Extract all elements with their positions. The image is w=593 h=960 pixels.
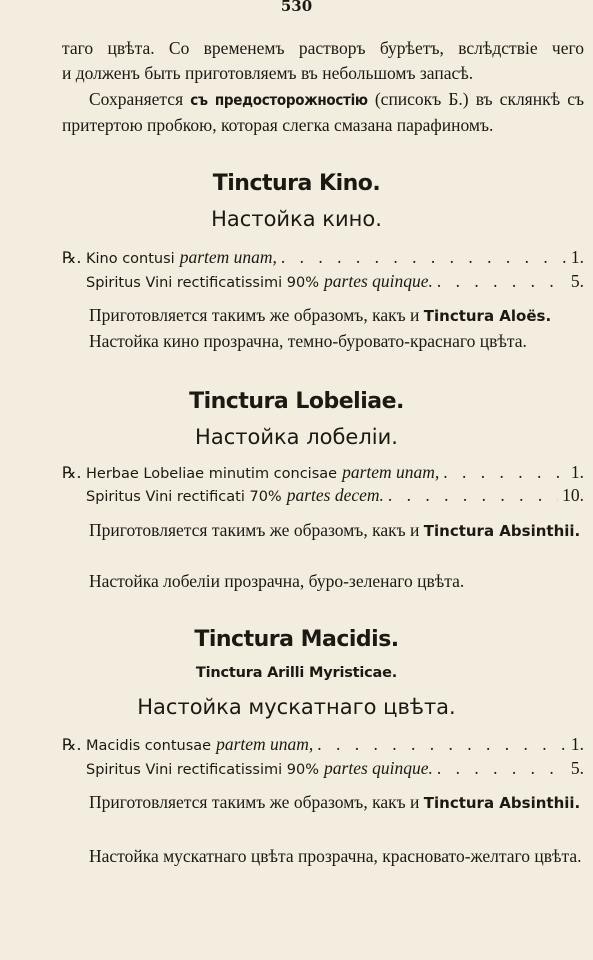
macis-ingredient-2: [62, 756, 584, 782]
ingredient-amount: partes decem.: [286, 485, 384, 505]
kino-title: Tinctura Kino.: [212, 171, 381, 196]
lobelia-description: Настойка лобеліи прозрачна, буро-зеленаго цвѣта.: [89, 571, 465, 591]
ingredient-amount: partem unam,: [179, 247, 277, 267]
ingredient-name: Macidis contusae: [86, 738, 212, 754]
ingredient-qty: 5.: [570, 758, 584, 778]
kino-ingredient-1: [62, 245, 584, 271]
ingredient-amount: partes quinque.: [324, 271, 433, 291]
prep-text: Приготовляется такимъ же образомъ, какъ и: [89, 305, 420, 325]
kino-preparation: [62, 303, 584, 329]
recipe-symbol: ℞.: [62, 735, 82, 754]
ingredient-amount: partem unam,: [342, 462, 440, 482]
prep-text: Приготовляется такимъ же образомъ, какъ и: [89, 792, 420, 812]
lobelia-preparation: [62, 518, 584, 544]
ingredient-qty: 1.: [570, 247, 584, 267]
leader-dots: [388, 483, 558, 507]
leader-dots: [281, 245, 567, 269]
leader-dots: [317, 732, 567, 756]
ingredient-qty: 10.: [562, 485, 584, 505]
prep-text: Приготовляется такимъ же образомъ, какъ и: [89, 520, 420, 540]
prep-reference: Tinctura Absinthii.: [423, 794, 581, 812]
ingredient-amount: partes quinque.: [324, 758, 433, 778]
leader-dots: [443, 460, 567, 484]
ingredient-name: Herbae Lobeliae minutim concisae: [86, 466, 338, 482]
storage-emphasis: съ предосторожностію: [190, 91, 368, 109]
prep-reference: Tinctura Aloës.: [423, 307, 552, 325]
ingredient-qty: 1.: [570, 462, 584, 482]
prep-reference: Tinctura Absinthii.: [423, 522, 581, 540]
ingredient-name: Spiritus Vini rectificatissimi 90%: [86, 762, 320, 778]
ingredient-qty: 1.: [570, 734, 584, 754]
ingredient-qty: 5.: [570, 271, 584, 291]
ingredient-name: Spiritus Vini rectificati 70%: [86, 489, 282, 505]
page-number: 530: [280, 0, 313, 15]
ingredient-amount: partem unam,: [216, 734, 314, 754]
macis-russian-title: Настойка мускатнаго цвѣта.: [137, 695, 456, 719]
macis-subtitle: Tinctura Arilli Myristicae.: [195, 665, 398, 681]
storage-text-pre: Сохраняется: [89, 89, 184, 109]
macis-ingredient-1: [62, 732, 584, 758]
macis-preparation: [62, 790, 584, 816]
storage-paragraph: [62, 87, 584, 138]
recipe-symbol: ℞.: [62, 463, 82, 482]
leader-dots: [437, 269, 567, 293]
lobelia-russian-title: Настойка лобеліи.: [195, 425, 398, 449]
kino-russian-title: Настойка кино.: [211, 207, 382, 231]
kino-description: Настойка кино прозрачна, темно-буровато-краснаго цвѣта.: [89, 331, 527, 351]
ingredient-name: Kino contusi: [86, 251, 175, 267]
lobelia-title: Tinctura Lobeliae.: [189, 389, 404, 414]
lobelia-ingredient-2: [62, 483, 584, 509]
intro-line-1: таго цвѣта. Со временемъ растворъ бурѣетъ, вслѣдствіе чего: [62, 38, 584, 58]
recipe-symbol: ℞.: [62, 248, 82, 267]
kino-ingredient-2: [62, 269, 584, 295]
intro-line-2: и долженъ быть приготовляемъ въ небольшомъ запасѣ.: [62, 63, 474, 83]
leader-dots: [437, 756, 567, 780]
storage-text-post: (списокъ Б.) въ склянкѣ съ притертою пробкою, которая слегка смазана парафиномъ.: [62, 89, 585, 135]
macis-title: Tinctura Macidis.: [194, 627, 399, 652]
macis-description: Настойка мускатнаго цвѣта прозрачна, красновато-желтаго цвѣта.: [89, 846, 582, 866]
ingredient-name: Spiritus Vini rectificatissimi 90%: [86, 275, 320, 291]
